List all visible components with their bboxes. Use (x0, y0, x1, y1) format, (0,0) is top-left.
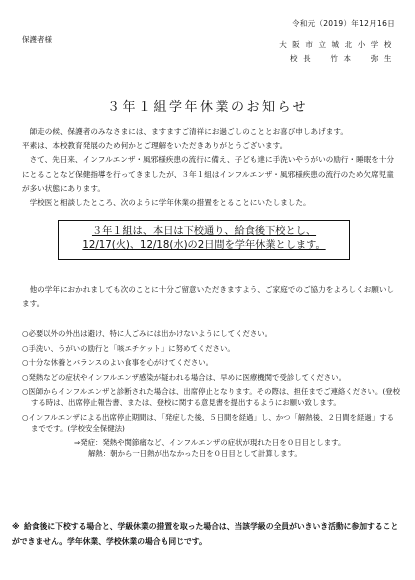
list-item: ○医師からインフルエンザと診断された場合は、出席停止となります。その際は、担任までご連絡ください。(登校する時は、出席停止報告書、または、登校に関する意見書を提出するようにお願い致します。 (22, 387, 400, 407)
page-title: ３年１組学年休業のお知らせ (106, 100, 309, 115)
request-paragraph: 他の学年におかれましても次のことに十分ご留意いただきますよう、ご家庭でのご協力をよろしくお願いします。 (22, 285, 395, 309)
onset-definition: ⇒発症：発熱や関節痛など、インフルエンザの症状が現れた日を０日目とします。 (74, 438, 346, 447)
footnote-text: 給食後に下校する場合と、学級休業の措置を取った場合は、当該学級の全員がいきいき活動に参加することができません。学年休業、学校休業の場合も同じです。 (12, 522, 399, 546)
list-item: ○十分な休養とバランスのよい食事を心がけてください。 (22, 358, 213, 367)
notice-line-2: 12/17(火)、12/18(水)の2日間を学年休業とします。 (82, 240, 326, 251)
list-item: ○インフルエンザによる出席停止期間は、「発症した後、５日間を経過」し、かつ「解熱後、２日間を経過」するまでです。(学校安全保健法) (22, 412, 394, 433)
closure-notice-box (58, 220, 350, 260)
decision-paragraph: 学校医と相談したところ、次のように学年休業の措置をとることにいたしました。 (29, 198, 311, 208)
precaution-list (22, 328, 400, 459)
thanks-paragraph: 平素は、本校教育発展のため何かとご理解をいただきありがとうございます。 (22, 141, 288, 151)
issue-date: 令和元（2019）年12月16日 (292, 19, 395, 28)
fever-definition: 解熱：朝から一日熱が出なかった日を０日目として計算します。 (88, 449, 302, 458)
recipient: 保護者様 (22, 35, 52, 44)
list-item: ○手洗い、うがいの励行と「咳エチケット」に努めてください。 (22, 343, 235, 353)
list-item: ○発熱などの症状やインフルエンザ感染が疑われる場合は、早めに医療機関で受診してください。 (22, 372, 346, 382)
request-body (22, 283, 397, 311)
notice-line-1: ３年１組は、本日は下校通り、給食後下校とし、 (91, 226, 317, 237)
school-name: 大 阪 市 立 城 北 小 学 校 (279, 40, 393, 49)
list-item: ○必要以外の外出は避け、特に人ごみには出かけないようにしてください。 (22, 329, 273, 338)
footnote (12, 519, 404, 549)
school-block (279, 38, 393, 66)
situation-paragraph: さて、先日来、インフルエンザ・風邪様疾患の流行に備え、子ども達に手洗いやうがいの励行・睡眠を十分にとることなど保健指導を行ってきましたが、３年１組はインフルエンザ・風邪様疾患の流行のため欠席児童が多い状態にあります。 (22, 155, 395, 193)
greeting-paragraph: 師走の候、保護者のみなさまには、ますますご清祥にお過ごしのこととお喜び申しあげます。 (29, 127, 348, 136)
principal-name: 校 長 竹 本 弥 生 (290, 54, 393, 63)
intro-body (22, 125, 397, 210)
reference-mark: ※ (12, 522, 20, 531)
